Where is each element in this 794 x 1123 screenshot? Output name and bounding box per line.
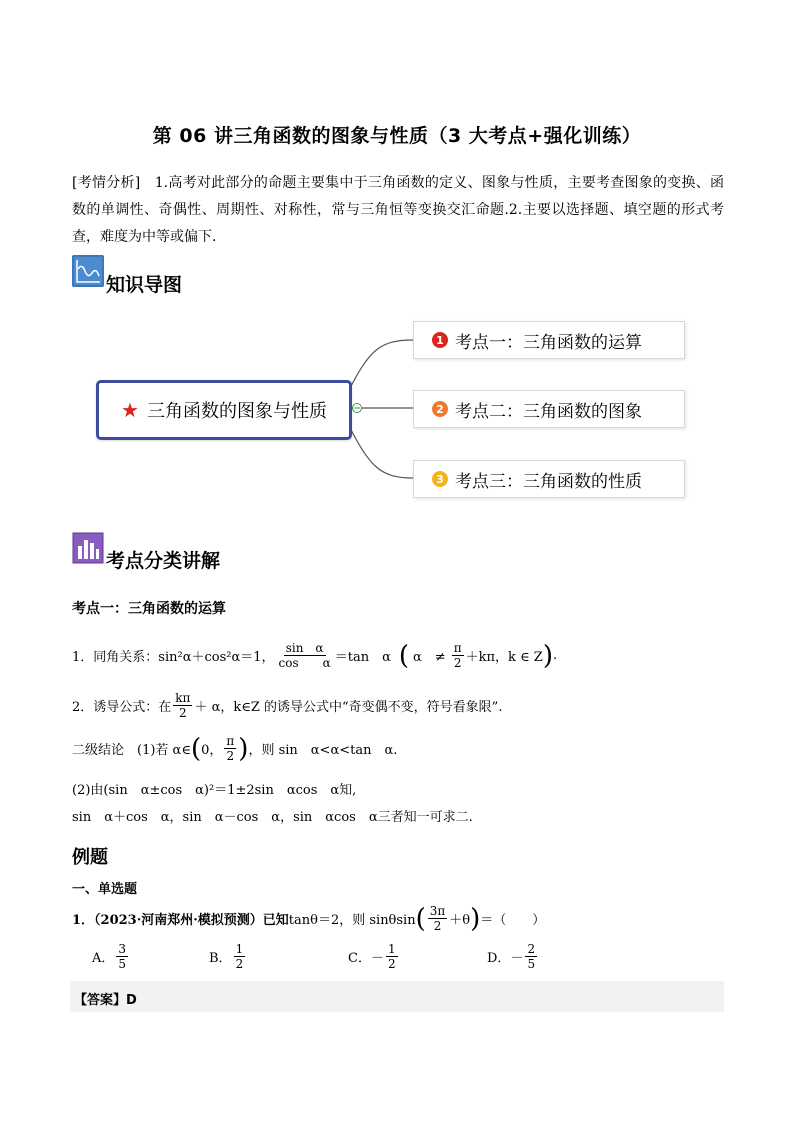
paren-left: ( [398,640,410,671]
denominator: 5 [118,957,127,971]
option-sign: － [510,951,524,966]
denominator: cos α [278,656,331,670]
answer-text: 【答案】D [74,993,137,1008]
numerator: π [453,641,462,655]
section-title-knowledge-map: 知识导图 [106,274,183,296]
numerator: 2 [527,942,536,956]
numerator: 1 [235,942,244,956]
mindmap-node-label: 考点三：三角函数的性质 [455,471,642,492]
answer-bar [70,981,724,1012]
numerator: 3 [118,942,127,956]
numerator: kπ [175,691,191,705]
fraction [277,641,333,670]
option-sign: － [370,951,384,966]
number-badge-icon: 2 [432,401,448,417]
formula-span: ＋kπ，k ∈ Z [465,650,543,665]
text-span: 1．同角关系： [72,650,159,665]
numerator: π [226,734,235,748]
fraction [173,691,192,720]
denominator: 2 [387,957,396,971]
formula-span: ＝（ ） [480,913,546,928]
formula-span: tanθ＝2，则 sinθsin [288,913,416,928]
denominator: 2 [453,656,462,670]
question-prefix: 1．（2023·河南郑州·模拟预测）已知 [72,913,289,928]
option-d[interactable] [487,942,539,971]
page-title: 第 06 讲三角函数的图象与性质（3 大考点+强化训练） [152,125,642,147]
fraction [525,942,537,971]
paren-left: ( [415,903,426,934]
fraction [428,904,448,933]
text-span: 二级结论 (1)若 α∈ [72,743,191,758]
section-title-topics: 考点分类讲解 [106,550,221,572]
fraction [116,942,128,971]
mindmap-node-2 [413,390,685,428]
formula-span: α ≠ [413,650,446,665]
number-badge-icon: 1 [432,332,448,348]
formula-span: ＋θ [449,913,471,928]
paren-right: ) [470,903,481,934]
numerator: 3π [429,904,446,918]
mindmap-center-label: 三角函数的图象与性质 [146,401,327,422]
paren-left: ( [190,733,202,764]
option-label: A． [92,951,115,966]
option-label: B． [209,951,232,966]
formula-line-1: 1．同角关系： sin²α＋cos²α＝1， $\frac{\text{sin α}}{\text{cos α}}$ ＝tan α ( α ≠ $\frac{\pi}{2}$ ＋kπ，k ∈ Z ) . [72,640,558,671]
mindmap-center-node [96,380,352,440]
option-b[interactable] [209,942,247,971]
text-span: 2．诱导公式：在 [72,700,172,715]
fraction [234,942,246,971]
denominator: 5 [527,957,536,971]
formula-span: sin²α＋cos²α＝1， [158,650,275,665]
text-span: ＋ α，k∈Z 的诱导公式中“奇变偶不变，符号看象限”. [194,700,503,715]
formula-line-2 [72,691,502,720]
formula-line-4: (2)由(sin α±cos α)²＝1±2sin αcos α知, [72,783,357,798]
text-span: ，则 sin α<α<tan α. [248,743,398,758]
question-1 [72,904,545,933]
mindmap-node-label: 考点一：三角函数的运算 [455,332,642,353]
denominator: 2 [226,749,235,763]
formula-line-3 [72,734,397,763]
numerator: sin α [285,641,324,655]
fraction [452,641,464,670]
paren-right: ) [238,733,249,764]
bar-chart-icon [72,532,104,564]
option-a[interactable] [92,942,130,971]
option-label: D． [487,951,511,966]
number-badge-icon: 3 [432,471,448,487]
fraction [386,942,398,971]
denominator: 2 [235,957,244,971]
mindmap-node-3 [413,460,685,498]
subheading-single-choice: 一、单选题 [72,882,138,897]
formula-span: 0， [201,743,223,758]
option-c[interactable] [348,942,400,971]
examples-heading: 例题 [72,847,108,868]
option-label: C． [348,951,371,966]
paren-right: ) [542,640,553,671]
chart-line-icon [72,255,104,287]
topic-1-title: 考点一：三角函数的运算 [72,601,226,617]
mindmap-node-1 [413,321,685,359]
formula-span: ＝tan α [334,650,391,665]
mindmap-node-label: 考点二：三角函数的图象 [455,401,642,422]
exam-analysis-paragraph: [考情分析] 1.高考对此部分的命题主要集中于三角函数的定义、图象与性质，主要考查图象的变换、函数的单调性、奇偶性、周期性、对称性，常与三角恒等变换交汇命题.2.主要以选择题、填空题的形式考查，难度为中等或偏下． [72,175,724,245]
formula-line-5: sin α＋cos α，sin α－cos α，sin αcos α三者知一可求二. [72,810,473,825]
denominator: 2 [433,919,442,933]
denominator: 2 [179,706,187,720]
numerator: 1 [387,942,396,956]
star-icon: ★ [121,398,139,422]
fraction [224,734,236,763]
mindmap-connectors [340,320,420,500]
